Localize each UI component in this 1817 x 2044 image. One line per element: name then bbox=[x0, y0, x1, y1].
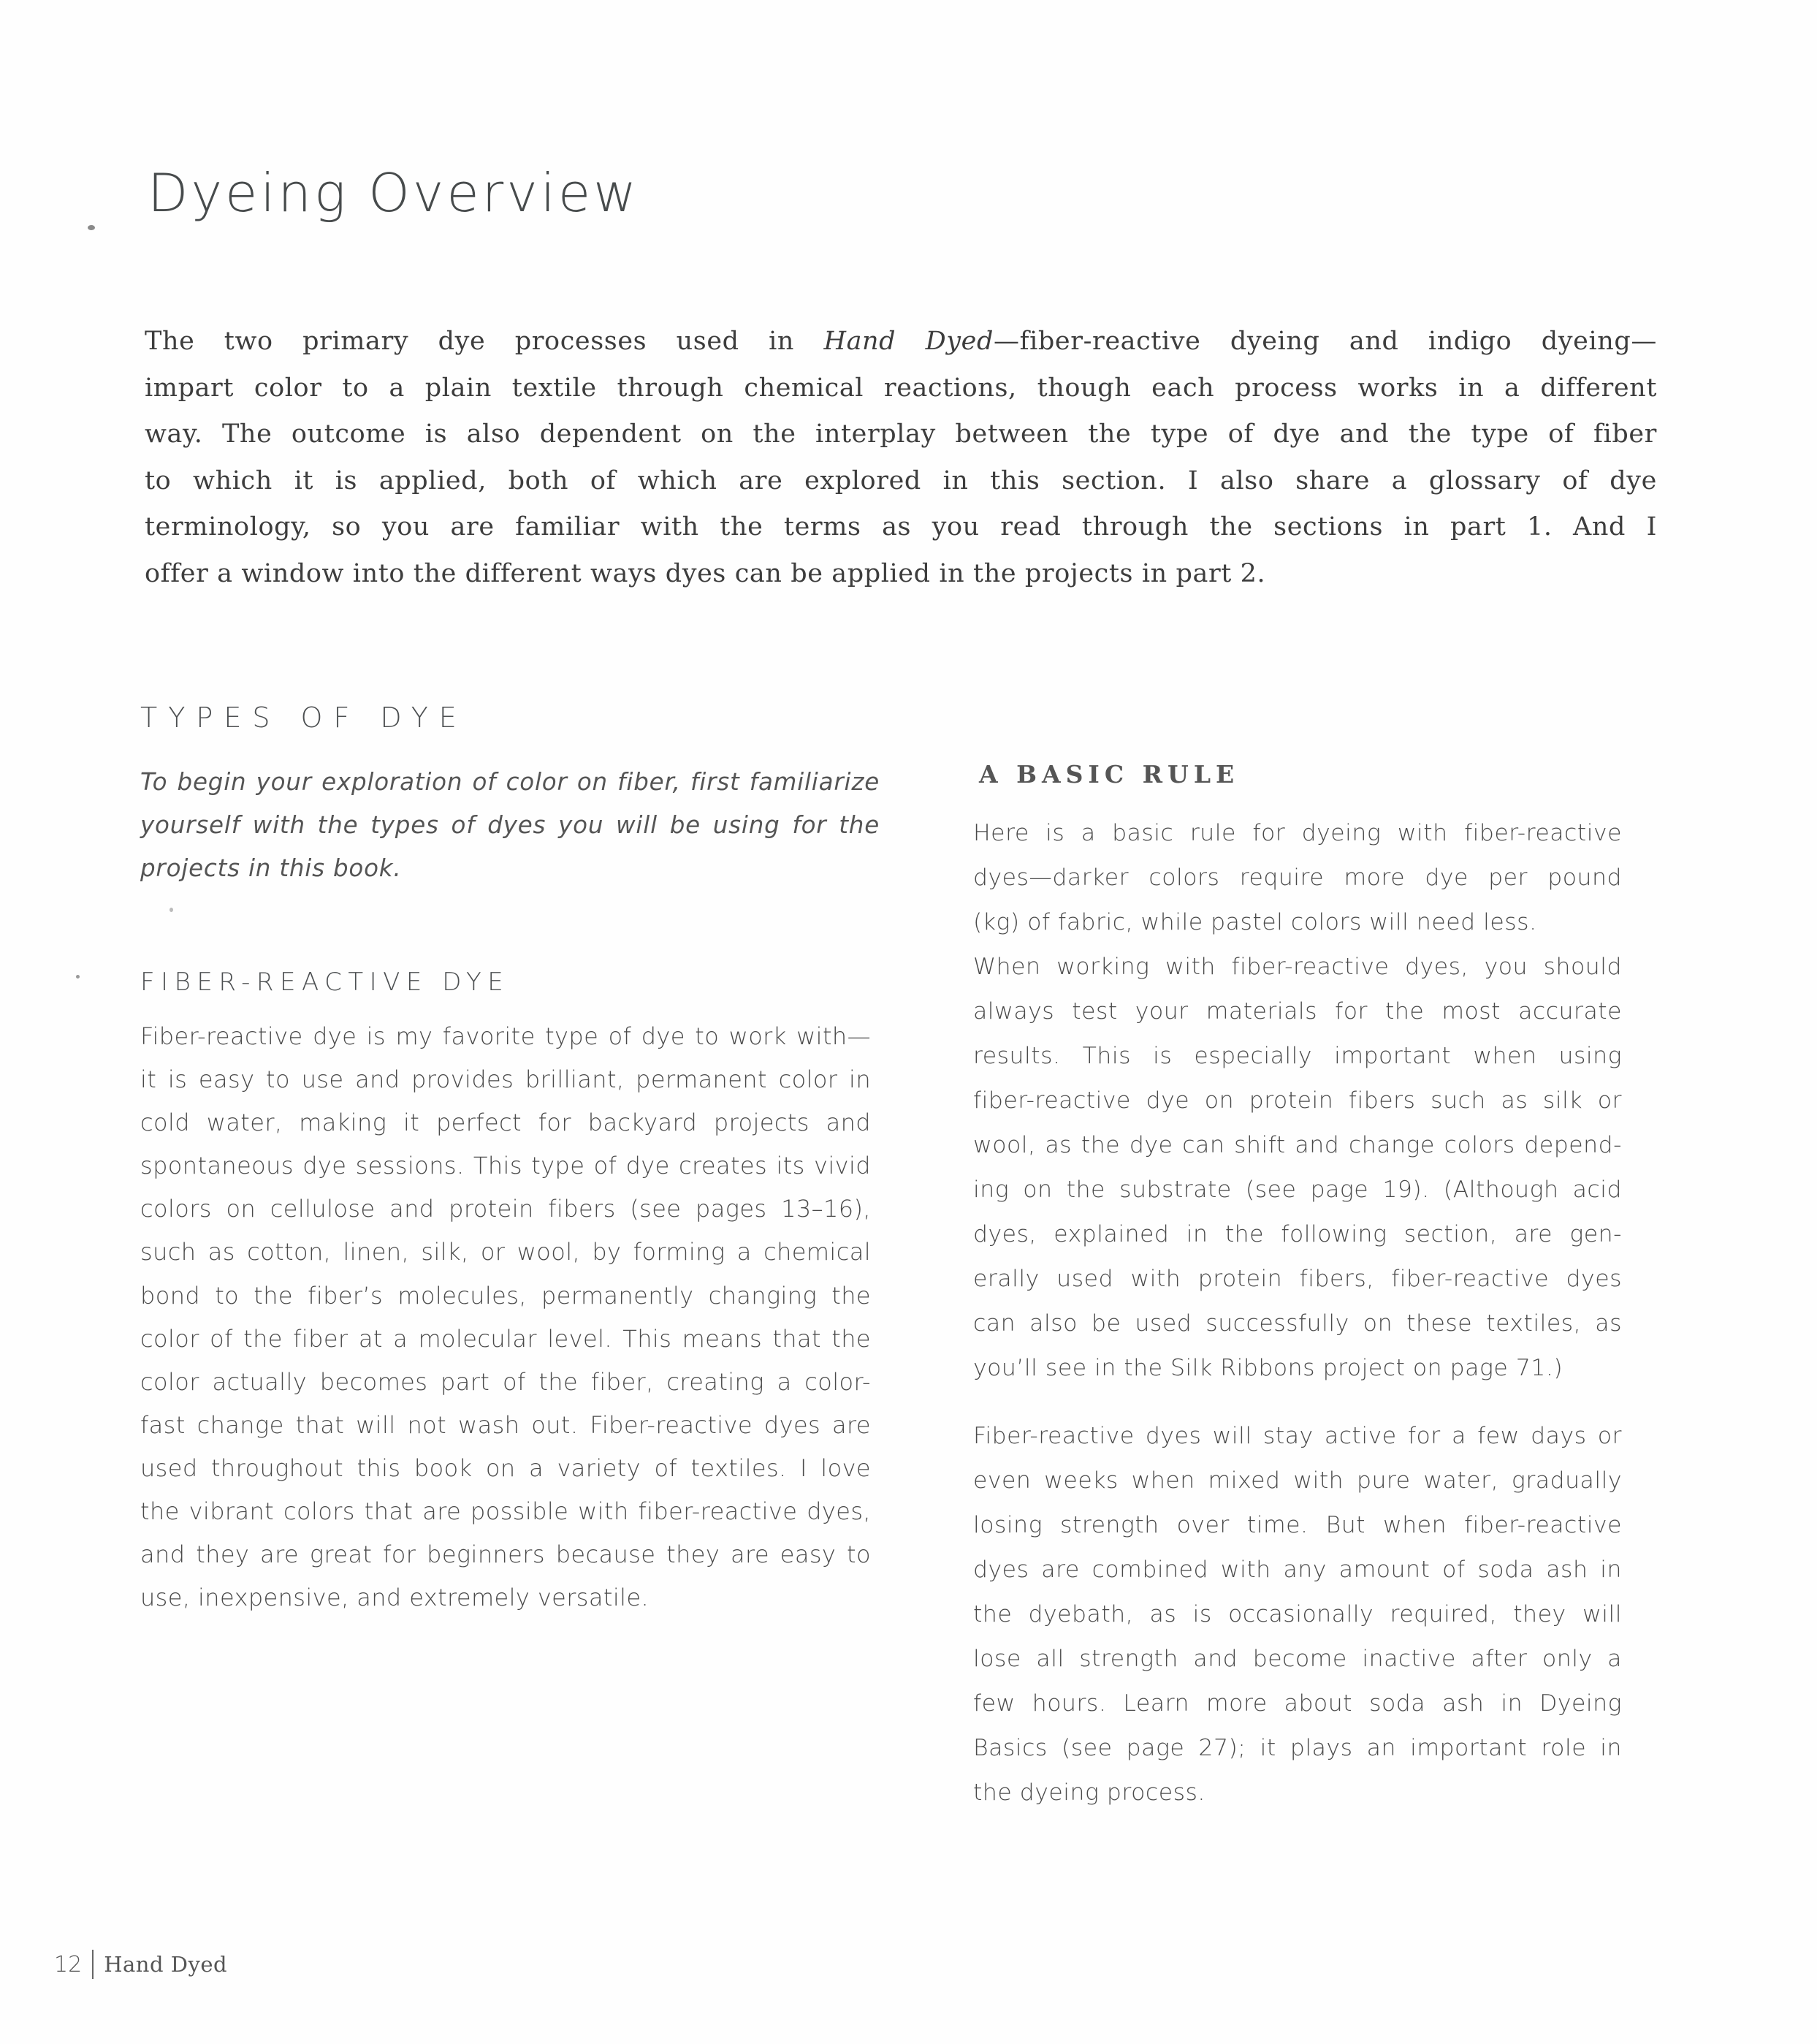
sidebar-line: fiber-reactive dye on protein fibers such as silk or bbox=[973, 1087, 1622, 1114]
intro-line: impart color to a plain textile through chemical reactions, though each process works in a different bbox=[145, 373, 1657, 403]
sidebar-heading-basic-rule: A BASIC RULE bbox=[979, 760, 1240, 789]
body-line: spontaneous dye sessions. This type of dye creates its vivid bbox=[140, 1152, 871, 1180]
body-line: color of the fiber at a molecular level. This means that the bbox=[140, 1324, 871, 1353]
body-line: Fiber-reactive dye is my favorite type of dye to work with— bbox=[140, 1022, 871, 1050]
running-book-title: Hand Dyed bbox=[104, 1952, 228, 1977]
sidebar-line: erally used with protein fibers, fiber-reactive dyes bbox=[973, 1266, 1622, 1292]
sidebar-line: can also be used successfully on these textiles, as bbox=[973, 1310, 1622, 1337]
paragraph-gap bbox=[973, 1391, 1622, 1414]
page-number: 12 bbox=[54, 1951, 83, 1977]
basic-rule-sidebar bbox=[973, 811, 1622, 1815]
scan-speck bbox=[169, 908, 173, 912]
body-line: color actually becomes part of the fiber, creating a color- bbox=[140, 1367, 871, 1396]
sidebar-line: you’ll see in the Silk Ribbons project on page 71.) bbox=[973, 1355, 1563, 1381]
body-line: the vibrant colors that are possible with fiber-reactive dyes, bbox=[140, 1497, 871, 1526]
sidebar-line: dyes are combined with any amount of soda ash in bbox=[973, 1557, 1622, 1583]
section-heading-types-of-dye: TYPES OF DYE bbox=[140, 702, 468, 734]
body-line: fast change that will not wash out. Fiber-reactive dyes are bbox=[140, 1410, 871, 1439]
subheading-fiber-reactive-dye: FIBER-REACTIVE DYE bbox=[140, 968, 510, 997]
body-line: colors on cellulose and protein fibers (see pages 13–16), bbox=[140, 1195, 871, 1223]
sidebar-line: When working with fiber-reactive dyes, you should bbox=[973, 954, 1622, 980]
sidebar-line: always test your materials for the most accurate bbox=[973, 998, 1622, 1025]
sidebar-line: losing strength over time. But when fiber-reactive bbox=[973, 1512, 1622, 1538]
sidebar-line: results. This is especially important when using bbox=[973, 1043, 1622, 1069]
sidebar-line: wool, as the dye can shift and change colors depend- bbox=[973, 1132, 1622, 1158]
sidebar-line: dyes—darker colors require more dye per pound bbox=[973, 865, 1622, 891]
sidebar-line: the dyebath, as is occasionally required, they will bbox=[973, 1601, 1622, 1627]
intro-line: terminology, so you are familiar with the terms as you read through the sections in part 1. And I bbox=[145, 512, 1657, 542]
types-of-dye-lead bbox=[140, 761, 880, 890]
intro-paragraph bbox=[145, 319, 1657, 598]
sidebar-line: even weeks when mixed with pure water, gradually bbox=[973, 1467, 1622, 1494]
sidebar-line: ing on the substrate (see page 19). (Although acid bbox=[973, 1177, 1622, 1203]
intro-line: to which it is applied, both of which are explored in this section. I also share a glossary of dye bbox=[145, 466, 1657, 495]
page-title: Dyeing Overview bbox=[148, 162, 640, 224]
intro-text: The two primary dye processes used in bbox=[145, 327, 824, 356]
intro-line bbox=[145, 319, 1657, 365]
lead-line: projects in this book. bbox=[140, 854, 402, 882]
folio-divider bbox=[92, 1950, 94, 1979]
sidebar-line: Here is a basic rule for dyeing with fiber-reactive bbox=[973, 820, 1622, 846]
page-footer bbox=[54, 1950, 227, 1979]
body-line: bond to the fiber’s molecules, permanently changing the bbox=[140, 1281, 871, 1310]
intro-text: —fiber-reactive dyeing and indigo dyeing— bbox=[993, 327, 1657, 356]
sidebar-line: Basics (see page 27); it plays an important role in bbox=[973, 1735, 1622, 1761]
sidebar-line: lose all strength and become inactive after only a bbox=[973, 1646, 1622, 1672]
intro-line: offer a window into the different ways dyes can be applied in the projects in part 2. bbox=[145, 558, 1266, 588]
intro-line: way. The outcome is also dependent on the interplay between the type of dye and the type of fiber bbox=[145, 419, 1657, 449]
scan-speck bbox=[76, 975, 80, 979]
lead-line: To begin your exploration of color on fiber, first familiarize bbox=[140, 768, 880, 796]
sidebar-line: dyes, explained in the following section, are gen- bbox=[973, 1221, 1622, 1247]
body-line: cold water, making it perfect for backyard projects and bbox=[140, 1109, 871, 1137]
body-line: and they are great for beginners because they are easy to bbox=[140, 1540, 871, 1569]
scan-speck bbox=[88, 225, 95, 230]
body-line: it is easy to use and provides brilliant, permanent color in bbox=[140, 1065, 871, 1094]
book-title-italic: Hand Dyed bbox=[823, 327, 994, 356]
fiber-reactive-paragraph bbox=[140, 1015, 871, 1619]
sidebar-line: few hours. Learn more about soda ash in Dyeing bbox=[973, 1690, 1622, 1717]
body-line: used throughout this book on a variety of textiles. I love bbox=[140, 1454, 871, 1482]
sidebar-line: (kg) of fabric, while pastel colors will need less. bbox=[973, 909, 1537, 935]
lead-line: yourself with the types of dyes you will be using for the bbox=[140, 811, 880, 839]
body-line: use, inexpensive, and extremely versatile. bbox=[140, 1584, 650, 1612]
body-line: such as cotton, linen, silk, or wool, by forming a chemical bbox=[140, 1238, 871, 1266]
sidebar-line: the dyeing process. bbox=[973, 1779, 1205, 1806]
sidebar-line: Fiber-reactive dyes will stay active for a few days or bbox=[973, 1423, 1622, 1449]
